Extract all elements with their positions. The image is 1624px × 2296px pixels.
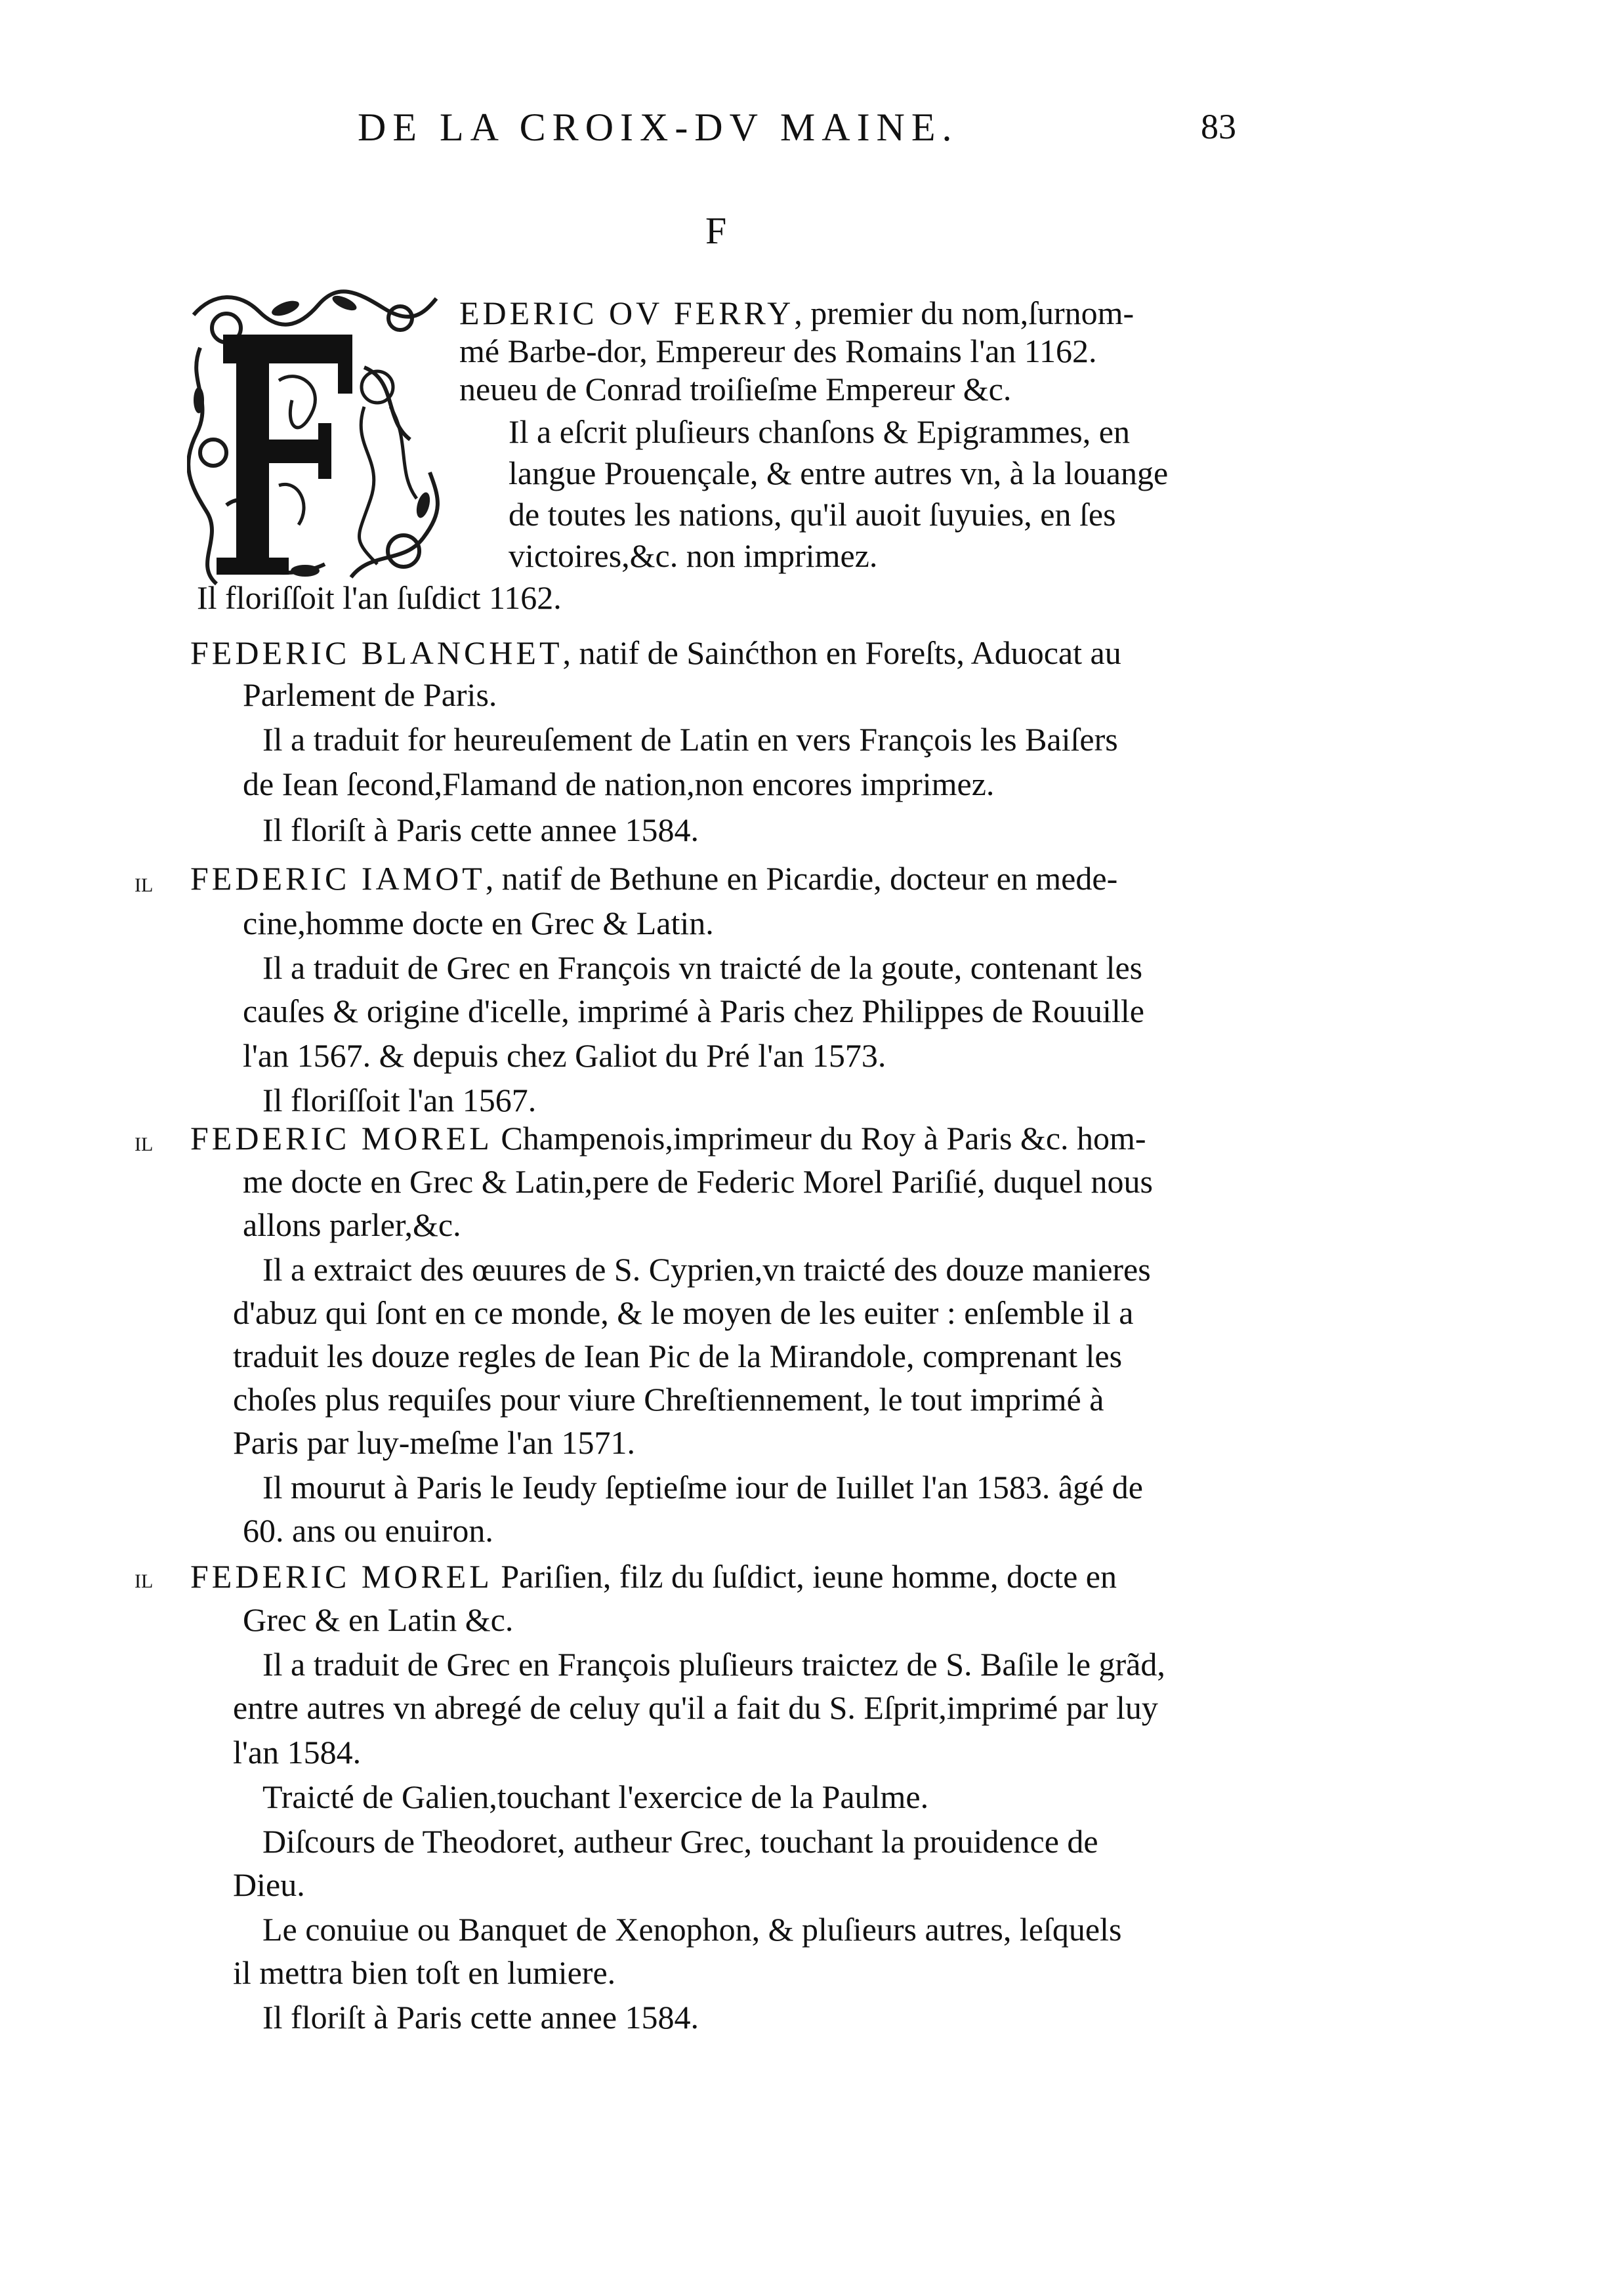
entry-line: Il a extraict des œuures de S. Cyprien,vn traicté des douze manieres <box>262 1251 1151 1288</box>
entry-name: FEDERIC IAMOT <box>190 860 486 897</box>
entry-line: Il mourut à Paris le Ieudy ſeptieſme iour de Iuillet l'an 1583. âgé de <box>262 1469 1143 1506</box>
entry-line: l'an 1567. & depuis chez Galiot du Pré l'an 1573. <box>243 1037 886 1074</box>
entry-line: Il floriſt à Paris cette annee 1584. <box>262 811 699 848</box>
entry-line: choſes plus requiſes pour viure Chreſtiennement, le tout imprimé à <box>233 1381 1104 1418</box>
entry-line: de Iean ſecond,Flamand de nation,non encores imprimez. <box>243 766 995 802</box>
entry-line: Il floriſt à Paris cette annee 1584. <box>262 1999 699 2036</box>
entry-name: EDERIC OV FERRY <box>459 295 795 331</box>
entry-line: FEDERIC BLANCHET, natif de Sainćthon en Foreſts, Aduocat au <box>190 634 1121 671</box>
entry-line: Parlement de Paris. <box>243 676 497 713</box>
entry-line: mé Barbe-dor, Empereur des Romains l'an 1162. <box>459 333 1097 369</box>
margin-mark: IL <box>135 1570 154 1592</box>
entry-line: 60. ans ou enuiron. <box>243 1512 493 1549</box>
entry-line: allons parler,&c. <box>243 1206 461 1243</box>
entry-line: Il a traduit de Grec en François pluſieurs traictez de S. Baſile le grãd, <box>262 1646 1165 1683</box>
entry-line: il mettra bien toſt en lumiere. <box>233 1954 616 1991</box>
entry-line: Il floriſſoit l'an ſuſdict 1162. <box>197 579 562 616</box>
entry-line: Grec & en Latin &c. <box>243 1601 514 1638</box>
entry-line: Il a traduit for heureuſement de Latin en vers François les Baiſers <box>262 721 1118 758</box>
entry-line: FEDERIC MOREL Champenois,imprimeur du Roy à Paris &c. hom- <box>190 1120 1146 1157</box>
entry-line: Diſcours de Theodoret, autheur Grec, touchant la prouidence de <box>262 1823 1098 1860</box>
entry-line: langue Prouençale, & entre autres vn, à la louange <box>509 455 1169 491</box>
entry-line: traduit les douze regles de Iean Pic de la Mirandole, comprenant les <box>233 1338 1123 1374</box>
entry-line: me docte en Grec & Latin,pere de Federic Morel Pariſié, duquel nous <box>243 1163 1154 1200</box>
entry-line: Il a traduit de Grec en François vn traicté de la goute, contenant les <box>262 949 1143 986</box>
entry-line: FEDERIC IAMOT, natif de Bethune en Picardie, docteur en mede- <box>190 860 1118 897</box>
entry-line: EDERIC OV FERRY, premier du nom,ſurnom- <box>459 295 1135 331</box>
entry-line: Il a eſcrit pluſieurs chanſons & Epigrammes, en <box>509 413 1130 450</box>
entry-line: d'abuz qui ſont en ce monde, & le moyen de les euiter : enſemble il a <box>233 1294 1134 1331</box>
entry-line: Paris par luy-meſme l'an 1571. <box>233 1424 636 1461</box>
section-letter: F <box>705 209 727 252</box>
entry-name: FEDERIC MOREL <box>190 1120 493 1157</box>
entry-line: Traicté de Galien,touchant l'exercice de la Paulme. <box>262 1778 929 1815</box>
entry-name: FEDERIC MOREL <box>190 1558 493 1595</box>
entry-line: entre autres vn abregé de celuy qu'il a fait du S. Eſprit,imprimé par luy <box>233 1689 1158 1726</box>
entry-line: victoires,&c. non imprimez. <box>509 537 878 574</box>
entry-line: de toutes les nations, qu'il auoit ſuyuies, en ſes <box>509 496 1116 533</box>
entry-line: neueu de Conrad troiſieſme Empereur &c. <box>459 371 1012 407</box>
margin-mark: IL <box>135 874 154 896</box>
ornamented-initial-icon <box>187 289 443 590</box>
entry-line: cauſes & origine d'icelle, imprimé à Paris chez Philippes de Rouuille <box>243 993 1144 1029</box>
running-head: DE LA CROIX-DV MAINE. <box>358 106 959 149</box>
entry-line: Il floriſſoit l'an 1567. <box>262 1082 537 1118</box>
entry-line: l'an 1584. <box>233 1734 362 1771</box>
entry-line: Le conuiue ou Banquet de Xenophon, & pluſieurs autres, leſquels <box>262 1911 1122 1948</box>
page-number: 83 <box>1201 107 1236 146</box>
entry-line: Dieu. <box>233 1866 305 1903</box>
entry-line: cine,homme docte en Grec & Latin. <box>243 905 714 941</box>
entry-line: FEDERIC MOREL Pariſien, filz du ſuſdict, ieune homme, docte en <box>190 1558 1117 1595</box>
entry-name: FEDERIC BLANCHET <box>190 634 563 671</box>
margin-mark: IL <box>135 1134 154 1155</box>
